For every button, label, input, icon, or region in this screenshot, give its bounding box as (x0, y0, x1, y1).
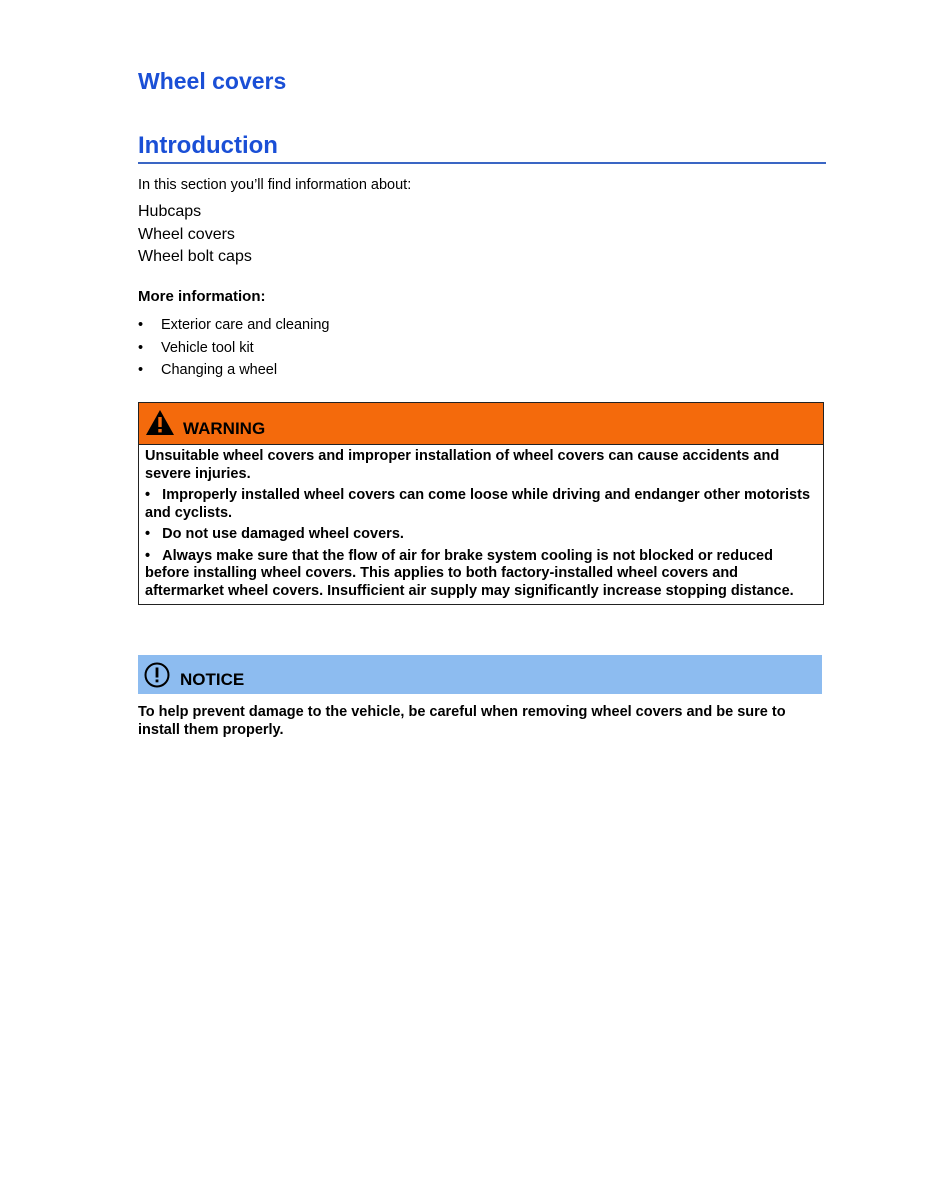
topic-item-wheel-covers: Wheel covers (138, 225, 235, 243)
bullet: • (138, 362, 144, 378)
more-info-item[interactable] (138, 359, 329, 382)
bullet: • (138, 339, 144, 356)
page-title: Wheel covers (138, 68, 287, 94)
bullet: • (145, 526, 151, 542)
more-info-item[interactable] (138, 337, 329, 360)
section-heading: Introduction (138, 132, 826, 164)
warning-header (139, 403, 823, 445)
link-exterior-care[interactable]: Exterior care and cleaning (161, 317, 330, 333)
more-info-label: More information: (138, 288, 266, 305)
warning-item (145, 548, 817, 601)
bullet: • (138, 317, 144, 333)
warning-title: WARNING (183, 419, 266, 438)
warning-body (139, 445, 823, 604)
link-changing-a-wheel[interactable]: Changing a wheel (161, 362, 278, 378)
more-info-list (138, 314, 329, 382)
bullet: • (145, 547, 151, 564)
topic-item-wheel-bolt-caps: Wheel bolt caps (138, 248, 252, 265)
warning-item (145, 487, 817, 522)
bullet: • (145, 487, 151, 503)
warning-item-text: Improperly installed wheel covers can come loose while driving and endanger other motorists and cyclists. (145, 487, 811, 521)
link-vehicle-tool-kit[interactable]: Vehicle tool kit (161, 339, 254, 356)
exclamation-circle-icon (143, 661, 171, 689)
warning-intro: Unsuitable wheel covers and improper installation of wheel covers can cause accidents and severe injuries. (145, 448, 780, 482)
notice-text: To help prevent damage to the vehicle, be careful when removing wheel covers and be sure to install them properly. (138, 704, 786, 738)
warning-item-text: Always make sure that the flow of air for brake system cooling is not blocked or reduced before installing wheel covers. This applies to both factory-installed wheel covers and aftermarket wheel covers. Insufficient air supply may significantly increase stopping distance. (145, 547, 794, 599)
notice-title: NOTICE (180, 670, 245, 689)
topic-item-hubcaps: Hubcaps (138, 203, 202, 220)
notice-header (138, 655, 822, 694)
topic-list (138, 201, 252, 269)
intro-text: In this section you’ll find information about: (138, 177, 412, 193)
warning-item-text: Do not use damaged wheel covers. (162, 526, 404, 542)
warning-item (145, 526, 817, 544)
warning-box (138, 402, 824, 605)
more-info-item[interactable] (138, 314, 329, 337)
warning-triangle-icon (145, 409, 175, 436)
